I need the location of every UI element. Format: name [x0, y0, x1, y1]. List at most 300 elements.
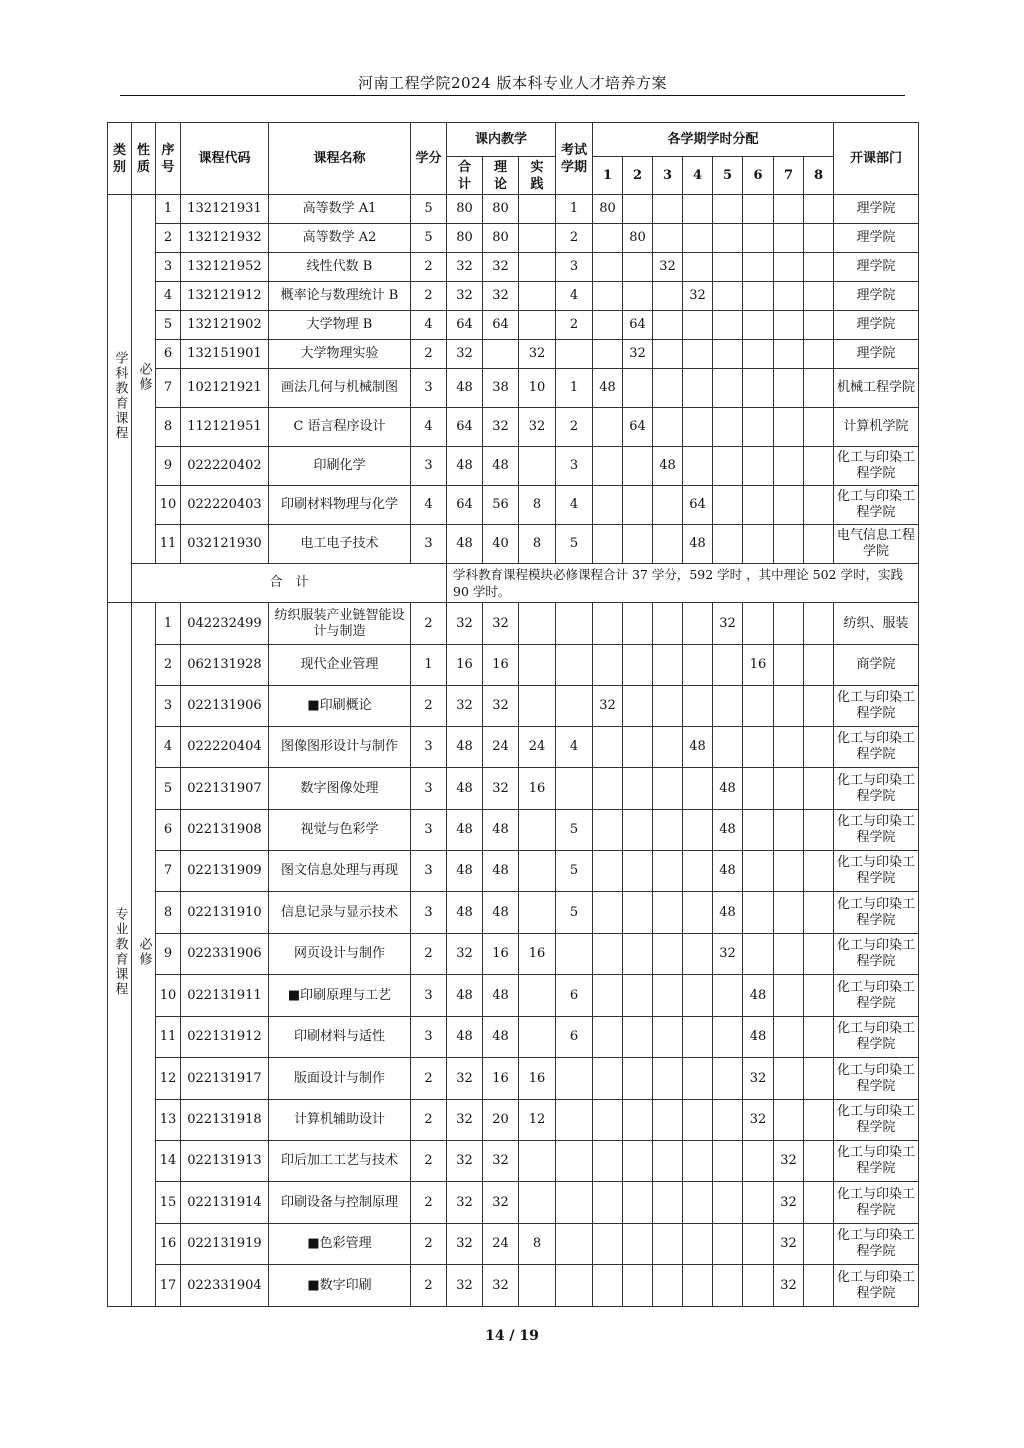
theory-hours-cell: 38 — [483, 369, 519, 408]
semester-7-hours-cell — [774, 645, 804, 686]
semester-2-hours-cell: 32 — [623, 340, 653, 369]
credit-cell: 3 — [411, 851, 447, 892]
semester-4-hours-cell — [683, 408, 713, 447]
header-semester-1: 1 — [593, 157, 623, 195]
semester-6-hours-cell — [743, 447, 774, 486]
semester-5-hours-cell — [713, 1100, 743, 1141]
header-divider — [120, 95, 905, 96]
semester-8-hours-cell — [804, 892, 834, 934]
semester-7-hours-cell — [774, 408, 804, 447]
course-code-cell: 132151901 — [181, 340, 269, 369]
practice-hours-cell — [519, 851, 556, 892]
department-cell: 化工与印染工程学院 — [834, 486, 919, 525]
course-code-cell: 132121902 — [181, 311, 269, 340]
semester-6-hours-cell — [743, 603, 774, 645]
semester-2-hours-cell — [623, 1265, 653, 1307]
semester-7-hours-cell — [774, 810, 804, 851]
practice-hours-cell — [519, 686, 556, 727]
semester-3-hours-cell — [653, 603, 683, 645]
exam-semester-cell: 5 — [556, 525, 593, 564]
semester-3-hours-cell — [653, 525, 683, 564]
semester-1-hours-cell — [593, 1017, 623, 1058]
exam-semester-cell: 5 — [556, 892, 593, 934]
semester-5-hours-cell — [713, 253, 743, 282]
semester-2-hours-cell — [623, 1017, 653, 1058]
semester-7-hours-cell — [774, 1017, 804, 1058]
table-row — [108, 340, 919, 369]
semester-3-hours-cell — [653, 1182, 683, 1224]
semester-8-hours-cell — [804, 934, 834, 975]
category-label: 专业教育课程 — [112, 907, 128, 997]
practice-hours-cell — [519, 603, 556, 645]
semester-3-hours-cell — [653, 934, 683, 975]
semester-7-hours-cell: 32 — [774, 1265, 804, 1307]
semester-3-hours-cell — [653, 1265, 683, 1307]
semester-5-hours-cell — [713, 224, 743, 253]
table-row — [108, 1141, 919, 1182]
semester-4-hours-cell: 32 — [683, 282, 713, 311]
exam-semester-cell — [556, 768, 593, 810]
semester-3-hours-cell — [653, 768, 683, 810]
theory-hours-cell: 48 — [483, 892, 519, 934]
semester-4-hours-cell — [683, 224, 713, 253]
theory-hours-cell — [483, 340, 519, 369]
course-code-cell: 022131908 — [181, 810, 269, 851]
exam-semester-cell: 2 — [556, 311, 593, 340]
course-name-cell: 画法几何与机械制图 — [269, 369, 411, 408]
course-code-cell: 022131917 — [181, 1058, 269, 1100]
theory-hours-cell: 32 — [483, 253, 519, 282]
semester-1-hours-cell — [593, 282, 623, 311]
course-name-cell: 概率论与数理统计 B — [269, 282, 411, 311]
table-row — [108, 1017, 919, 1058]
semester-1-hours-cell — [593, 447, 623, 486]
semester-8-hours-cell — [804, 369, 834, 408]
exam-semester-cell — [556, 1224, 593, 1265]
theory-hours-cell: 32 — [483, 1182, 519, 1224]
semester-1-hours-cell — [593, 1182, 623, 1224]
department-cell: 化工与印染工程学院 — [834, 1265, 919, 1307]
course-name-cell: ■印刷原理与工艺 — [269, 975, 411, 1017]
semester-5-hours-cell: 48 — [713, 810, 743, 851]
semester-5-hours-cell — [713, 195, 743, 224]
seq-cell: 3 — [156, 686, 181, 727]
semester-7-hours-cell: 32 — [774, 1224, 804, 1265]
credit-cell: 2 — [411, 934, 447, 975]
semester-4-hours-cell — [683, 340, 713, 369]
course-code-cell: 112121951 — [181, 408, 269, 447]
total-hours-cell: 32 — [447, 1141, 483, 1182]
practice-hours-cell — [519, 1182, 556, 1224]
semester-7-hours-cell — [774, 195, 804, 224]
course-name-cell: 版面设计与制作 — [269, 1058, 411, 1100]
semester-8-hours-cell — [804, 525, 834, 564]
exam-semester-cell: 6 — [556, 1017, 593, 1058]
semester-4-hours-cell — [683, 369, 713, 408]
credit-cell: 3 — [411, 892, 447, 934]
seq-cell: 17 — [156, 1265, 181, 1307]
course-name-cell: 高等数学 A2 — [269, 224, 411, 253]
theory-hours-cell: 32 — [483, 1265, 519, 1307]
semester-1-hours-cell: 80 — [593, 195, 623, 224]
semester-4-hours-cell: 48 — [683, 727, 713, 768]
curriculum-table — [107, 122, 919, 1307]
practice-hours-cell: 10 — [519, 369, 556, 408]
semester-2-hours-cell — [623, 369, 653, 408]
semester-3-hours-cell — [653, 975, 683, 1017]
semester-3-hours-cell — [653, 408, 683, 447]
semester-5-hours-cell — [713, 447, 743, 486]
credit-cell: 2 — [411, 253, 447, 282]
semester-1-hours-cell — [593, 311, 623, 340]
semester-1-hours-cell — [593, 768, 623, 810]
semester-6-hours-cell — [743, 934, 774, 975]
semester-1-hours-cell — [593, 1058, 623, 1100]
semester-4-hours-cell — [683, 1058, 713, 1100]
department-cell: 理学院 — [834, 224, 919, 253]
semester-6-hours-cell — [743, 195, 774, 224]
semester-6-hours-cell — [743, 224, 774, 253]
semester-3-hours-cell — [653, 1017, 683, 1058]
semester-3-hours-cell — [653, 1224, 683, 1265]
course-name-cell: 印后加工工艺与技术 — [269, 1141, 411, 1182]
table-row — [108, 311, 919, 340]
semester-5-hours-cell: 32 — [713, 934, 743, 975]
semester-7-hours-cell — [774, 486, 804, 525]
nature-cell — [132, 195, 156, 564]
semester-2-hours-cell — [623, 727, 653, 768]
department-cell: 化工与印染工程学院 — [834, 975, 919, 1017]
theory-hours-cell: 32 — [483, 686, 519, 727]
practice-hours-cell — [519, 311, 556, 340]
semester-5-hours-cell — [713, 525, 743, 564]
total-hours-cell: 48 — [447, 975, 483, 1017]
table-row — [108, 892, 919, 934]
header-semester-4: 4 — [683, 157, 713, 195]
semester-7-hours-cell — [774, 369, 804, 408]
semester-2-hours-cell — [623, 1224, 653, 1265]
department-cell: 化工与印染工程学院 — [834, 727, 919, 768]
semester-5-hours-cell — [713, 727, 743, 768]
semester-5-hours-cell — [713, 1141, 743, 1182]
category-cell — [108, 195, 132, 603]
table-row — [108, 447, 919, 486]
exam-semester-cell: 3 — [556, 253, 593, 282]
semester-6-hours-cell — [743, 768, 774, 810]
seq-cell: 1 — [156, 195, 181, 224]
total-hours-cell: 32 — [447, 603, 483, 645]
credit-cell: 5 — [411, 224, 447, 253]
seq-cell: 2 — [156, 645, 181, 686]
semester-8-hours-cell — [804, 224, 834, 253]
course-code-cell: 132121952 — [181, 253, 269, 282]
course-code-cell: 132121931 — [181, 195, 269, 224]
credit-cell: 2 — [411, 282, 447, 311]
nature-label: 必修 — [136, 361, 152, 392]
exam-semester-cell: 4 — [556, 486, 593, 525]
semester-2-hours-cell: 80 — [623, 224, 653, 253]
semester-8-hours-cell — [804, 645, 834, 686]
seq-cell: 7 — [156, 369, 181, 408]
credit-cell: 1 — [411, 645, 447, 686]
semester-5-hours-cell — [713, 1182, 743, 1224]
semester-2-hours-cell — [623, 645, 653, 686]
credit-cell: 3 — [411, 447, 447, 486]
total-hours-cell: 48 — [447, 369, 483, 408]
course-code-cell: 022131914 — [181, 1182, 269, 1224]
semester-4-hours-cell — [683, 645, 713, 686]
practice-hours-cell — [519, 253, 556, 282]
semester-8-hours-cell — [804, 282, 834, 311]
exam-semester-cell — [556, 1100, 593, 1141]
exam-semester-cell: 1 — [556, 195, 593, 224]
practice-hours-cell — [519, 892, 556, 934]
semester-3-hours-cell — [653, 340, 683, 369]
semester-5-hours-cell — [713, 1017, 743, 1058]
semester-1-hours-cell — [593, 486, 623, 525]
course-code-cell: 102121921 — [181, 369, 269, 408]
course-name-cell: 印刷设备与控制原理 — [269, 1182, 411, 1224]
course-code-cell: 132121912 — [181, 282, 269, 311]
semester-2-hours-cell — [623, 934, 653, 975]
table-row — [108, 686, 919, 727]
category-cell — [108, 603, 132, 1307]
semester-1-hours-cell — [593, 810, 623, 851]
semester-7-hours-cell — [774, 603, 804, 645]
header-total: 合计 — [447, 157, 483, 195]
semester-7-hours-cell — [774, 224, 804, 253]
seq-cell: 15 — [156, 1182, 181, 1224]
semester-2-hours-cell — [623, 282, 653, 311]
table-row — [108, 768, 919, 810]
department-cell: 计算机学院 — [834, 408, 919, 447]
course-code-cell: 022131907 — [181, 768, 269, 810]
semester-5-hours-cell: 32 — [713, 603, 743, 645]
course-code-cell: 022131918 — [181, 1100, 269, 1141]
semester-5-hours-cell — [713, 686, 743, 727]
semester-5-hours-cell: 48 — [713, 768, 743, 810]
semester-7-hours-cell — [774, 525, 804, 564]
semester-1-hours-cell: 48 — [593, 369, 623, 408]
semester-5-hours-cell: 48 — [713, 851, 743, 892]
exam-semester-cell: 2 — [556, 408, 593, 447]
theory-hours-cell: 24 — [483, 1224, 519, 1265]
exam-semester-cell — [556, 934, 593, 975]
total-hours-cell: 48 — [447, 447, 483, 486]
practice-hours-cell: 8 — [519, 1224, 556, 1265]
exam-semester-cell: 5 — [556, 810, 593, 851]
semester-3-hours-cell: 48 — [653, 447, 683, 486]
semester-2-hours-cell — [623, 447, 653, 486]
seq-cell: 5 — [156, 311, 181, 340]
total-hours-cell: 48 — [447, 1017, 483, 1058]
department-cell: 化工与印染工程学院 — [834, 1182, 919, 1224]
semester-6-hours-cell: 16 — [743, 645, 774, 686]
practice-hours-cell: 12 — [519, 1100, 556, 1141]
semester-6-hours-cell — [743, 369, 774, 408]
credit-cell: 2 — [411, 686, 447, 727]
header-exam-semester: 考试学期 — [556, 123, 593, 195]
semester-3-hours-cell — [653, 282, 683, 311]
exam-semester-cell: 4 — [556, 282, 593, 311]
table-row — [108, 810, 919, 851]
total-hours-cell: 48 — [447, 851, 483, 892]
course-name-cell: 纺织服装产业链智能设计与制造 — [269, 603, 411, 645]
semester-6-hours-cell — [743, 686, 774, 727]
semester-5-hours-cell — [713, 340, 743, 369]
theory-hours-cell: 48 — [483, 1017, 519, 1058]
department-cell: 化工与印染工程学院 — [834, 892, 919, 934]
semester-8-hours-cell — [804, 1058, 834, 1100]
department-cell: 化工与印染工程学院 — [834, 1058, 919, 1100]
course-code-cell: 022131910 — [181, 892, 269, 934]
semester-6-hours-cell — [743, 851, 774, 892]
department-cell: 化工与印染工程学院 — [834, 686, 919, 727]
seq-cell: 2 — [156, 224, 181, 253]
semester-8-hours-cell — [804, 311, 834, 340]
semester-1-hours-cell — [593, 253, 623, 282]
semester-8-hours-cell — [804, 1017, 834, 1058]
semester-1-hours-cell — [593, 645, 623, 686]
semester-4-hours-cell — [683, 810, 713, 851]
semester-4-hours-cell — [683, 1265, 713, 1307]
department-cell: 化工与印染工程学院 — [834, 1100, 919, 1141]
course-name-cell: 计算机辅助设计 — [269, 1100, 411, 1141]
department-cell: 化工与印染工程学院 — [834, 447, 919, 486]
semester-6-hours-cell: 32 — [743, 1100, 774, 1141]
department-cell: 商学院 — [834, 645, 919, 686]
total-hours-cell: 32 — [447, 1058, 483, 1100]
semester-8-hours-cell — [804, 253, 834, 282]
credit-cell: 4 — [411, 486, 447, 525]
seq-cell: 8 — [156, 892, 181, 934]
semester-7-hours-cell — [774, 447, 804, 486]
semester-7-hours-cell — [774, 311, 804, 340]
credit-cell: 4 — [411, 311, 447, 340]
table-row — [108, 1182, 919, 1224]
total-label: 合 计 — [132, 564, 447, 603]
semester-4-hours-cell — [683, 851, 713, 892]
course-code-cell: 022220403 — [181, 486, 269, 525]
course-name-cell: ■数字印刷 — [269, 1265, 411, 1307]
seq-cell: 4 — [156, 727, 181, 768]
semester-2-hours-cell — [623, 975, 653, 1017]
semester-6-hours-cell — [743, 282, 774, 311]
course-code-cell: 022131911 — [181, 975, 269, 1017]
semester-2-hours-cell: 64 — [623, 311, 653, 340]
exam-semester-cell — [556, 1265, 593, 1307]
semester-6-hours-cell — [743, 892, 774, 934]
course-code-cell: 022220402 — [181, 447, 269, 486]
seq-cell: 5 — [156, 768, 181, 810]
table-row — [108, 1265, 919, 1307]
header-semester-6: 6 — [743, 157, 774, 195]
practice-hours-cell — [519, 282, 556, 311]
table-row — [108, 727, 919, 768]
semester-5-hours-cell — [713, 1265, 743, 1307]
credit-cell: 3 — [411, 975, 447, 1017]
semester-4-hours-cell — [683, 603, 713, 645]
semester-4-hours-cell — [683, 447, 713, 486]
semester-7-hours-cell — [774, 340, 804, 369]
course-code-cell: 132121932 — [181, 224, 269, 253]
semester-1-hours-cell — [593, 892, 623, 934]
semester-1-hours-cell — [593, 224, 623, 253]
semester-6-hours-cell — [743, 311, 774, 340]
header-semester-8: 8 — [804, 157, 834, 195]
semester-6-hours-cell — [743, 253, 774, 282]
seq-cell: 8 — [156, 408, 181, 447]
semester-2-hours-cell — [623, 892, 653, 934]
department-cell: 电气信息工程学院 — [834, 525, 919, 564]
practice-hours-cell: 16 — [519, 1058, 556, 1100]
semester-1-hours-cell — [593, 851, 623, 892]
semester-6-hours-cell — [743, 1265, 774, 1307]
header-category: 类别 — [108, 123, 132, 195]
semester-7-hours-cell — [774, 975, 804, 1017]
course-name-cell: 大学物理实验 — [269, 340, 411, 369]
semester-3-hours-cell — [653, 486, 683, 525]
theory-hours-cell: 32 — [483, 282, 519, 311]
table-row — [108, 486, 919, 525]
semester-7-hours-cell — [774, 892, 804, 934]
semester-6-hours-cell: 48 — [743, 1017, 774, 1058]
total-hours-cell: 32 — [447, 1224, 483, 1265]
semester-7-hours-cell — [774, 253, 804, 282]
semester-4-hours-cell — [683, 1100, 713, 1141]
theory-hours-cell: 48 — [483, 851, 519, 892]
total-hours-cell: 64 — [447, 486, 483, 525]
semester-3-hours-cell — [653, 311, 683, 340]
semester-5-hours-cell — [713, 1058, 743, 1100]
semester-5-hours-cell: 48 — [713, 892, 743, 934]
semester-6-hours-cell — [743, 525, 774, 564]
header-course-name: 课程名称 — [269, 123, 411, 195]
semester-6-hours-cell — [743, 408, 774, 447]
department-cell: 化工与印染工程学院 — [834, 768, 919, 810]
total-hours-cell: 48 — [447, 768, 483, 810]
table-row — [108, 603, 919, 645]
semester-7-hours-cell — [774, 282, 804, 311]
course-code-cell: 022131906 — [181, 686, 269, 727]
semester-2-hours-cell — [623, 1058, 653, 1100]
semester-3-hours-cell — [653, 892, 683, 934]
semester-4-hours-cell — [683, 1224, 713, 1265]
nature-cell — [132, 603, 156, 1307]
table-row — [108, 369, 919, 408]
total-hours-cell: 32 — [447, 253, 483, 282]
seq-cell: 6 — [156, 810, 181, 851]
department-cell: 机械工程学院 — [834, 369, 919, 408]
course-code-cell: 022131912 — [181, 1017, 269, 1058]
table-row — [108, 934, 919, 975]
semester-1-hours-cell — [593, 1141, 623, 1182]
exam-semester-cell — [556, 1058, 593, 1100]
semester-3-hours-cell — [653, 1058, 683, 1100]
total-hours-cell: 32 — [447, 686, 483, 727]
department-cell: 理学院 — [834, 282, 919, 311]
semester-2-hours-cell — [623, 768, 653, 810]
total-hours-cell: 32 — [447, 340, 483, 369]
department-cell: 化工与印染工程学院 — [834, 1141, 919, 1182]
theory-hours-cell: 24 — [483, 727, 519, 768]
total-hours-cell: 48 — [447, 892, 483, 934]
course-name-cell: 图文信息处理与再现 — [269, 851, 411, 892]
total-hours-cell: 64 — [447, 311, 483, 340]
semester-6-hours-cell — [743, 1182, 774, 1224]
credit-cell: 3 — [411, 727, 447, 768]
credit-cell: 2 — [411, 1100, 447, 1141]
